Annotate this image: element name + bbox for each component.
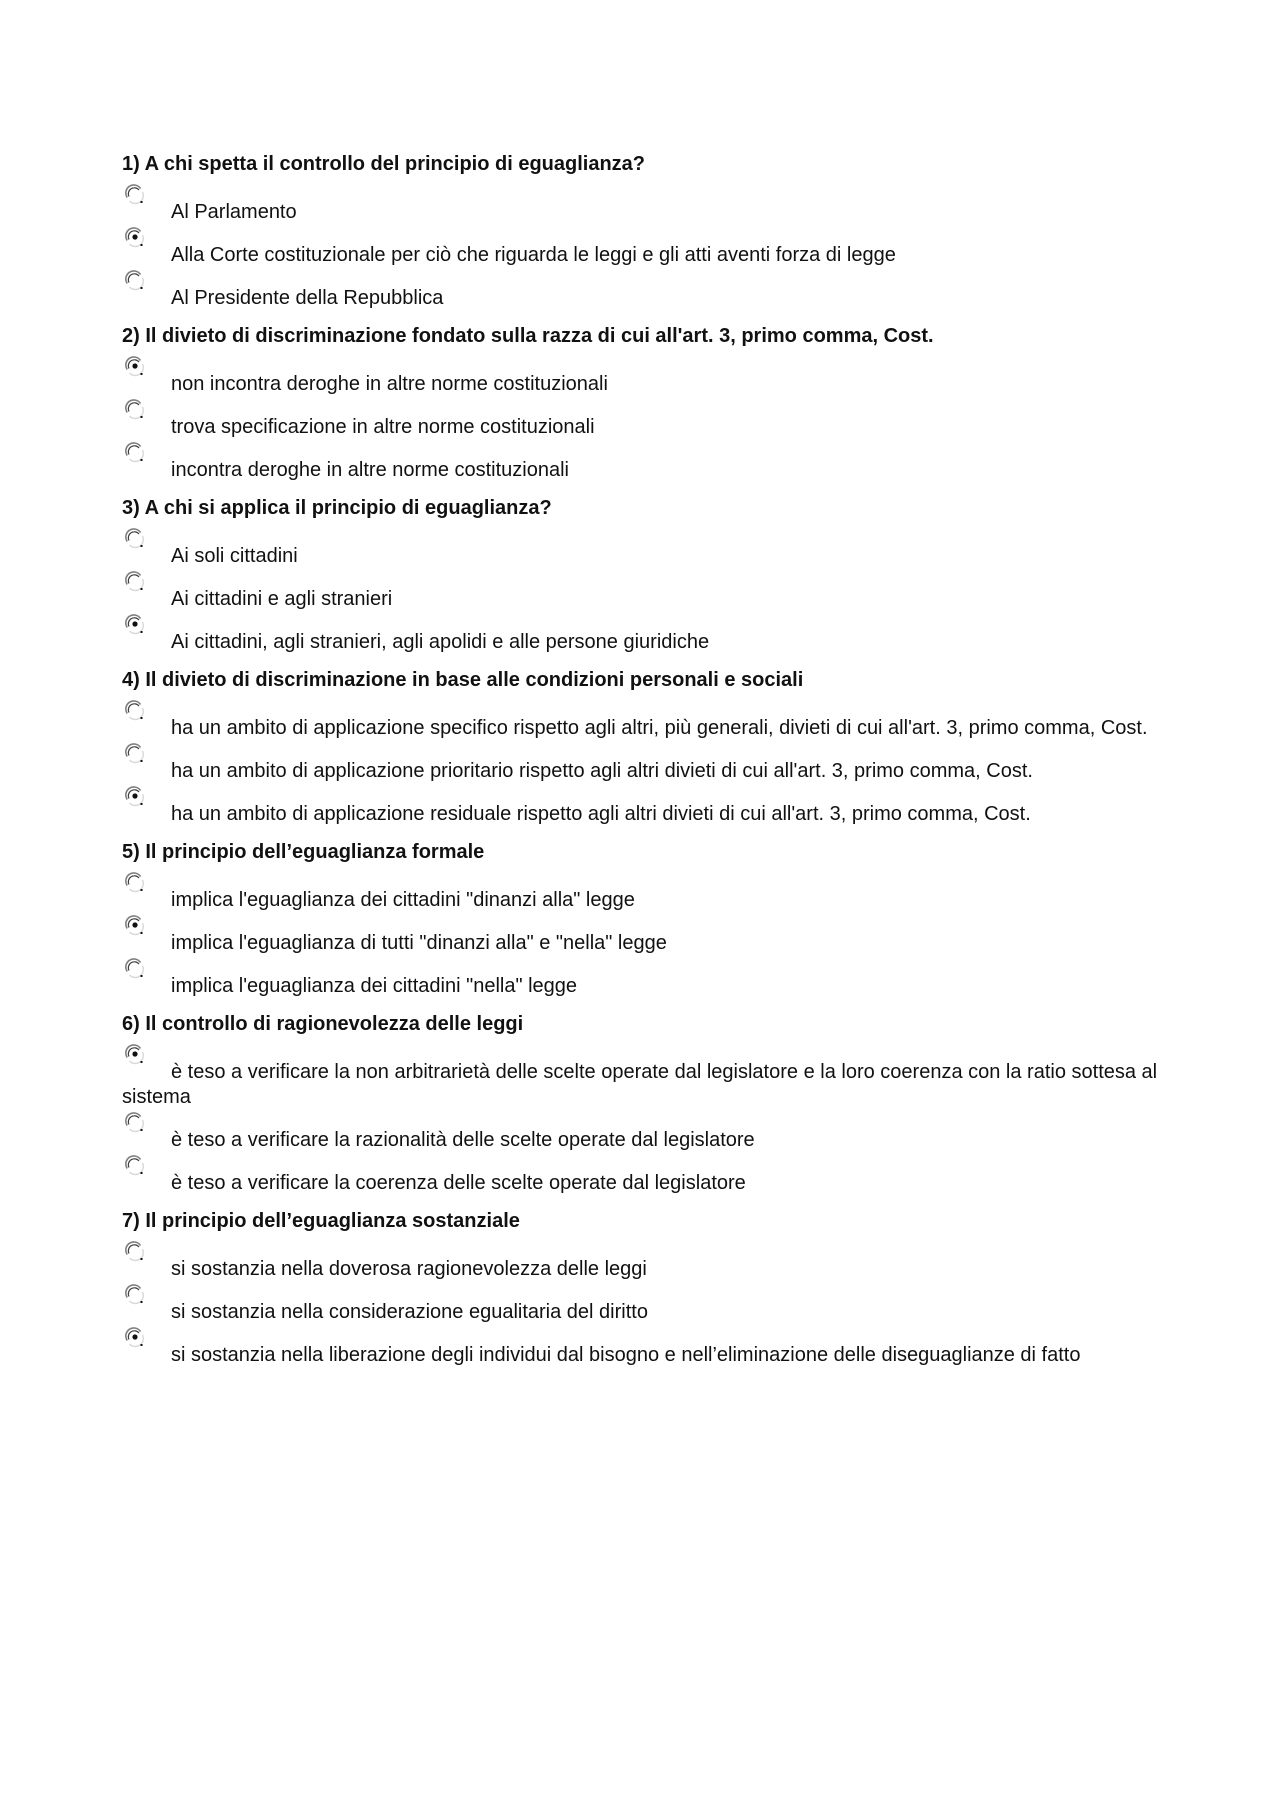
radio-button-icon[interactable] [124,399,146,421]
question-title: 5) Il principio dell’eguaglianza formale [122,841,485,863]
option-label: si sostanzia nella liberazione degli individui dal bisogno e nell’eliminazione delle diseguaglianze di fatto [171,1344,1081,1366]
question-4 [122,668,1162,827]
option-label: Ai cittadini e agli stranieri [171,588,393,610]
option-label: Al Parlamento [171,201,297,223]
option[interactable] [122,397,1162,440]
radio-button-icon[interactable] [124,1044,146,1066]
option-label: si sostanzia nella doverosa ragionevolezza delle leggi [171,1258,647,1280]
option-label: Ai cittadini, agli stranieri, agli apolidi e alle persone giuridiche [171,631,710,653]
option-label: è teso a verificare la razionalità delle scelte operate dal legislatore [171,1129,755,1151]
radio-button-icon[interactable] [124,356,146,378]
question-title: 3) A chi si applica il principio di eguaglianza? [122,497,552,519]
radio-button-icon[interactable] [124,1155,146,1177]
option-label: ha un ambito di applicazione prioritario rispetto agli altri divieti di cui all'art. 3, primo comma, Cost. [171,760,1033,782]
question-title: 7) Il principio dell’eguaglianza sostanziale [122,1210,520,1232]
question-2 [122,324,1162,483]
radio-selected-dot [132,234,137,239]
option[interactable] [122,440,1162,483]
option-label: è teso a verificare la coerenza delle scelte operate dal legislatore [171,1172,746,1194]
option[interactable] [122,913,1162,956]
option[interactable] [122,225,1162,268]
question-5 [122,840,1162,999]
radio-selected-dot [132,1051,137,1056]
radio-selected-dot [132,363,137,368]
radio-button-icon[interactable] [124,958,146,980]
question-title: 1) A chi spetta il controllo del principio di eguaglianza? [122,153,646,175]
option-label: implica l'eguaglianza dei cittadini "dinanzi alla" legge [171,889,635,911]
option-label: trova specificazione in altre norme costituzionali [171,416,595,438]
question-6 [122,1012,1162,1196]
option-label: implica l'eguaglianza dei cittadini "nella" legge [171,975,578,997]
radio-selected-dot [132,1334,137,1339]
radio-button-icon[interactable] [124,270,146,292]
radio-selected-dot [132,793,137,798]
option[interactable] [122,698,1162,741]
question-1 [122,152,1162,311]
option-label: Alla Corte costituzionale per ciò che riguarda le leggi e gli atti aventi forza di legge [171,244,896,266]
question-7 [122,1209,1162,1368]
option-label: incontra deroghe in altre norme costituzionali [171,459,569,481]
radio-button-icon[interactable] [124,786,146,808]
radio-button-icon[interactable] [124,1327,146,1349]
radio-button-icon[interactable] [124,700,146,722]
option[interactable] [122,741,1162,784]
option[interactable] [122,182,1162,225]
option[interactable] [122,268,1162,311]
option-label: è teso a verificare la non arbitrarietà delle scelte operate dal legislatore e la loro coerenza con la ratio sottesa al sistema [122,1061,1158,1108]
question-title: 2) Il divieto di discriminazione fondato sulla razza di cui all'art. 3, primo comma, Cost. [122,325,934,347]
option[interactable] [122,1325,1162,1368]
option[interactable] [122,354,1162,397]
option[interactable] [122,612,1162,655]
option[interactable] [122,1239,1162,1282]
option[interactable] [122,1042,1162,1110]
option[interactable] [122,784,1162,827]
option[interactable] [122,1110,1162,1153]
radio-button-icon[interactable] [124,184,146,206]
radio-selected-dot [132,922,137,927]
option[interactable] [122,1153,1162,1196]
option-label: si sostanzia nella considerazione egualitaria del diritto [171,1301,648,1323]
option-label: implica l'eguaglianza di tutti "dinanzi alla" e "nella" legge [171,932,667,954]
radio-button-icon[interactable] [124,872,146,894]
radio-button-icon[interactable] [124,528,146,550]
radio-button-icon[interactable] [124,571,146,593]
radio-button-icon[interactable] [124,743,146,765]
quiz-document [122,152,1162,1381]
option-label: ha un ambito di applicazione residuale rispetto agli altri divieti di cui all'art. 3, primo comma, Cost. [171,803,1031,825]
radio-button-icon[interactable] [124,1241,146,1263]
option[interactable] [122,569,1162,612]
option[interactable] [122,956,1162,999]
radio-button-icon[interactable] [124,1284,146,1306]
option-label: ha un ambito di applicazione specifico rispetto agli altri, più generali, divieti di cui all'art. 3, primo comma, Cost. [171,717,1148,739]
radio-button-icon[interactable] [124,1112,146,1134]
question-title: 4) Il divieto di discriminazione in base alle condizioni personali e sociali [122,669,804,691]
option[interactable] [122,526,1162,569]
radio-button-icon[interactable] [124,442,146,464]
option-label: Ai soli cittadini [171,545,298,567]
radio-button-icon[interactable] [124,915,146,937]
option-label: Al Presidente della Repubblica [171,287,444,309]
option[interactable] [122,1282,1162,1325]
option[interactable] [122,870,1162,913]
radio-button-icon[interactable] [124,227,146,249]
radio-button-icon[interactable] [124,614,146,636]
question-title: 6) Il controllo di ragionevolezza delle leggi [122,1013,524,1035]
option-label: non incontra deroghe in altre norme costituzionali [171,373,608,395]
question-3 [122,496,1162,655]
radio-selected-dot [132,621,137,626]
